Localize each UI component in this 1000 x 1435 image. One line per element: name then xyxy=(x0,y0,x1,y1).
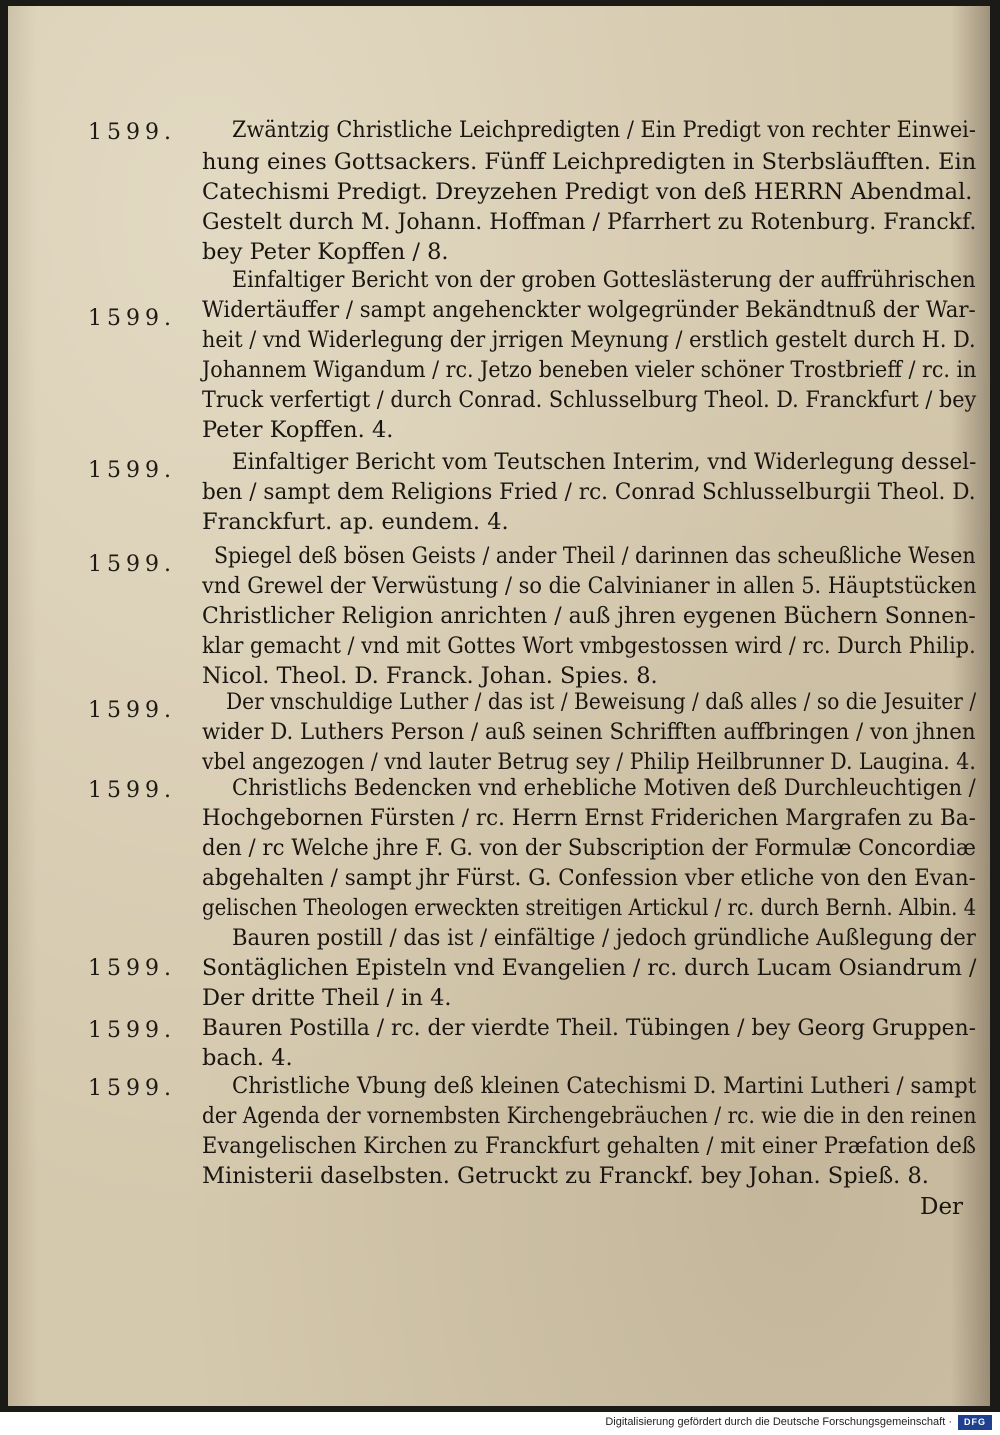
entry-line: Evangelischen Kirchen zu Franckfurt gehalten / mit einer Præfation deß xyxy=(202,1133,976,1159)
entry-line: Christlichs Bedencken vnd erhebliche Motiven deß Durchleuchtigen / xyxy=(232,775,976,801)
entry-year: 1599. xyxy=(88,552,176,577)
entry-line: Christliche Vbung deß kleinen Catechismi D. Martini Lutheri / sampt xyxy=(232,1073,977,1099)
footer-bar xyxy=(0,1412,1000,1435)
entry-year: 1599. xyxy=(88,1076,176,1101)
entry-year: 1599. xyxy=(88,1018,176,1043)
entry-line: heit / vnd Widerlegung der jrrigen Meynung / erstlich gestelt durch H. D. xyxy=(202,327,976,353)
entry-line: Widertäuffer / sampt angehenckter wolgegründer Bekändtnuß der War- xyxy=(202,297,976,323)
entry-year: 1599. xyxy=(88,698,176,723)
entry-line: Nicol. Theol. D. Franck. Johan. Spies. 8. xyxy=(202,663,658,689)
entry-line: Einfaltiger Bericht von der groben Gotteslästerung der auffrührischen xyxy=(232,267,976,293)
book-page xyxy=(8,6,990,1406)
entry-line: Bauren postill / das ist / einfältige / jedoch gründliche Außlegung der xyxy=(232,925,976,951)
funding-notice: Digitalisierung gefördert durch die Deutsche Forschungsgemeinschaft · xyxy=(605,1416,952,1428)
entry-line: Truck verfertigt / durch Conrad. Schlusselburg Theol. D. Franckfurt / bey xyxy=(202,387,977,413)
entry-line: wider D. Luthers Person / auß seinen Schrifften auffbringen / von jhnen xyxy=(202,719,976,745)
entry-line: Peter Kopffen. 4. xyxy=(202,417,394,443)
entry-line: Franckfurt. ap. eundem. 4. xyxy=(202,509,509,535)
entry-line: hung eines Gottsackers. Fünff Leichpredigten in Sterbsläufften. Ein xyxy=(202,149,977,175)
entry-line: bey Peter Kopffen / 8. xyxy=(202,239,449,265)
entry-line: den / rc Welche jhre F. G. von der Subscription der Formulæ Concordiæ xyxy=(202,835,976,861)
entry-line: Catechismi Predigt. Dreyzehen Predigt von deß HERRN Abendmal. xyxy=(202,179,973,205)
entry-line: vbel angezogen / vnd lauter Betrug sey / Philip Heilbrunner D. Laugina. 4. xyxy=(202,749,976,775)
entry-line: Ministerii daselbsten. Getruckt zu Franckf. bey Johan. Spieß. 8. xyxy=(202,1163,929,1189)
entry-line: Hochgebornen Fürsten / rc. Herrn Ernst Friderichen Margrafen zu Ba- xyxy=(202,805,976,831)
entry-line: Der vnschuldige Luther / das ist / Beweisung / daß alles / so die Jesuiter / xyxy=(226,689,977,715)
entry-line: Johannem Wigandum / rc. Jetzo beneben vieler schöner Trostbrieff / rc. in xyxy=(202,357,977,383)
entry-line: Christlicher Religion anrichten / auß jhren eygenen Büchern Sonnen- xyxy=(202,603,976,629)
entry-line: Sontäglichen Episteln vnd Evangelien / rc. durch Lucam Osiandrum / xyxy=(202,955,977,981)
dfg-logo: DFG xyxy=(958,1415,992,1430)
entry-line: der Agenda der vornembsten Kirchengebräuchen / rc. wie die in den reinen xyxy=(202,1103,977,1129)
entry-line: Gestelt durch M. Johann. Hoffman / Pfarrhert zu Rotenburg. Franckf. xyxy=(202,209,977,235)
entry-line: Spiegel deß bösen Geists / ander Theil / darinnen das scheußliche Wesen xyxy=(214,543,976,569)
entry-line: vnd Grewel der Verwüstung / so die Calvinianer in allen 5. Häuptstücken xyxy=(202,573,977,599)
entry-line: klar gemacht / vnd mit Gottes Wort vmbgestossen wird / rc. Durch Philip. xyxy=(202,633,976,659)
entry-year: 1599. xyxy=(88,458,176,483)
entry-line: ben / sampt dem Religions Fried / rc. Conrad Schlusselburgii Theol. D. xyxy=(202,479,976,505)
entry-line: bach. 4. xyxy=(202,1045,293,1071)
entry-line: abgehalten / sampt jhr Fürst. G. Confession vber etliche von den Evan- xyxy=(202,865,976,891)
entry-year: 1599. xyxy=(88,778,176,803)
entry-year: 1599. xyxy=(88,956,176,981)
entry-year: 1599. xyxy=(88,120,176,145)
catchword: Der xyxy=(920,1194,964,1220)
entry-line: Bauren Postilla / rc. der vierdte Theil. Tübingen / bey Georg Gruppen- xyxy=(202,1015,976,1041)
entry-line: gelischen Theologen erweckten streitigen Artickul / rc. durch Bernh. Albin. 4 xyxy=(202,895,977,921)
entry-year: 1599. xyxy=(88,306,176,331)
entry-line: Der dritte Theil / in 4. xyxy=(202,985,452,1011)
entry-line: Zwäntzig Christliche Leichpredigten / Ein Predigt von rechter Einwei- xyxy=(232,117,976,143)
entry-line: Einfaltiger Bericht vom Teutschen Interim, vnd Widerlegung dessel- xyxy=(232,449,977,475)
